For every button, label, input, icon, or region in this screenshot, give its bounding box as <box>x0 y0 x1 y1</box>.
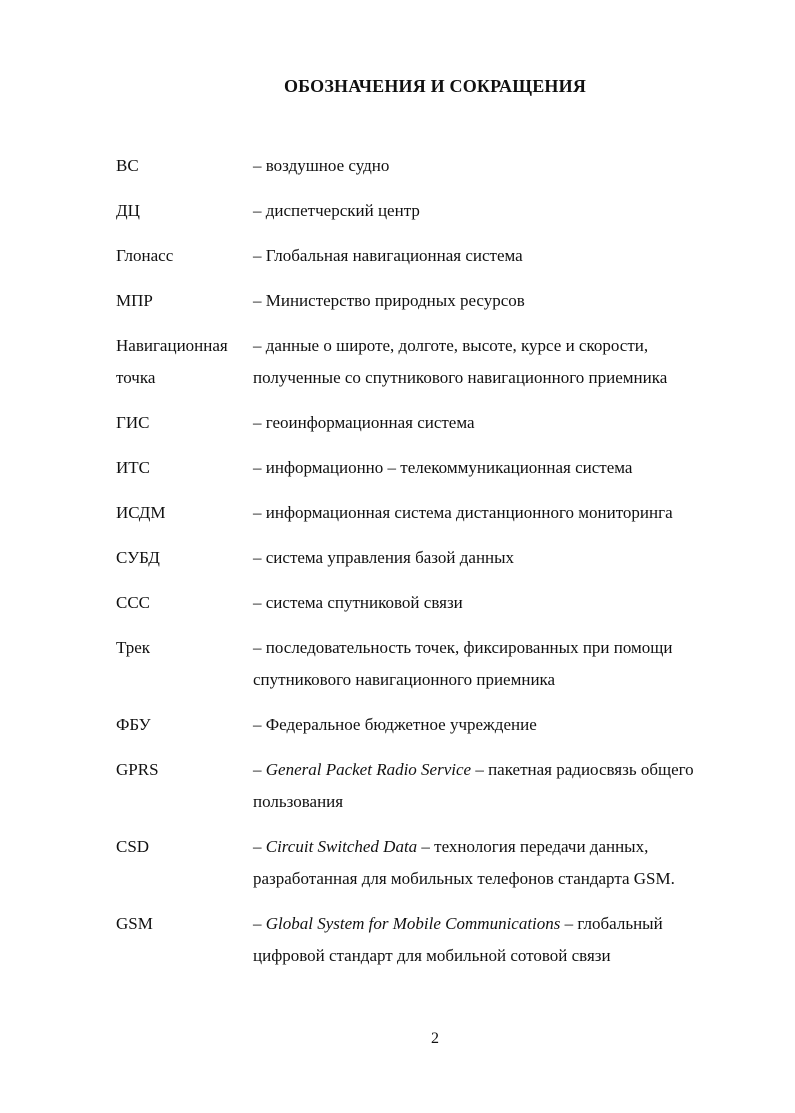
definition-line <box>253 908 756 940</box>
abbreviation-definition: – диспетчерский центр <box>253 201 420 220</box>
definition-text: – пакетная радиосвязь общего <box>471 760 694 779</box>
dash: – <box>253 760 266 779</box>
term-line: точка <box>116 368 156 387</box>
abbreviation-term: СУБД <box>116 548 160 567</box>
dash: – <box>253 914 266 933</box>
definition-line: цифровой стандарт для мобильной сотовой связи <box>253 946 611 965</box>
abbreviation-definition: – система управления базой данных <box>253 548 515 567</box>
abbreviation-definition: – воздушное судно <box>253 156 390 175</box>
abbreviation-term: ВС <box>116 156 139 175</box>
page-number: 2 <box>431 1030 439 1047</box>
abbreviation-term: ГИС <box>116 413 150 432</box>
abbreviation-term: ФБУ <box>116 715 151 734</box>
english-term: Global System for Mobile Communications <box>265 914 561 933</box>
list-item <box>116 709 756 741</box>
abbreviation-definition: – Министерство природных ресурсов <box>253 291 525 310</box>
definition-line <box>253 754 756 786</box>
abbreviation-term: Трек <box>116 638 151 657</box>
abbreviation-term: ДЦ <box>116 201 140 220</box>
abbreviation-term <box>116 330 253 394</box>
abbreviation-term: МПР <box>116 291 153 310</box>
abbreviation-term: Глонасс <box>116 246 174 265</box>
abbreviation-definition: – Глобальная навигационная система <box>253 246 523 265</box>
definition-text: – глобальный <box>560 914 663 933</box>
abbreviation-definition <box>253 754 756 818</box>
abbreviation-term: GSM <box>116 914 153 933</box>
abbreviation-term: ИСДМ <box>116 503 166 522</box>
abbreviation-term: GPRS <box>116 760 159 779</box>
abbreviation-definition: – Федеральное бюджетное учреждение <box>253 715 537 734</box>
page-title: ОБОЗНАЧЕНИЯ И СОКРАЩЕНИЯ <box>283 76 587 96</box>
abbreviations-list <box>116 150 756 985</box>
abbreviation-term: ССС <box>116 593 151 612</box>
list-item <box>116 285 756 317</box>
abbreviation-definition <box>253 831 756 895</box>
list-item <box>116 587 756 619</box>
dash: – <box>253 837 266 856</box>
list-item <box>116 831 756 895</box>
english-term: Circuit Switched Data <box>265 837 418 856</box>
list-item <box>116 330 756 394</box>
abbreviation-definition: – информационно – телекоммуникационная система <box>253 458 633 477</box>
list-item <box>116 908 756 972</box>
list-item <box>116 497 756 529</box>
list-item <box>116 195 756 227</box>
list-item <box>116 754 756 818</box>
definition-line: – последовательность точек, фиксированных при помощи <box>253 638 673 657</box>
definition-text: – технология передачи данных, <box>417 837 649 856</box>
list-item <box>116 240 756 272</box>
abbreviation-definition <box>253 908 756 972</box>
list-item <box>116 407 756 439</box>
abbreviation-term: ИТС <box>116 458 150 477</box>
definition-line: полученные со спутникового навигационного приемника <box>253 368 668 387</box>
term-line: Навигационная <box>116 336 228 355</box>
abbreviation-term: CSD <box>116 837 150 856</box>
abbreviation-definition: – информационная система дистанционного мониторинга <box>253 503 673 522</box>
definition-line: разработанная для мобильных телефонов стандарта GSM. <box>253 869 675 888</box>
definition-line: спутникового навигационного приемника <box>253 670 556 689</box>
definition-line: пользования <box>253 792 344 811</box>
abbreviation-definition <box>253 330 756 394</box>
abbreviation-definition <box>253 632 756 696</box>
abbreviation-definition: – система спутниковой связи <box>253 593 463 612</box>
list-item <box>116 632 756 696</box>
english-term: General Packet Radio Service <box>265 760 472 779</box>
definition-line: – данные о широте, долготе, высоте, курсе и скорости, <box>253 336 649 355</box>
list-item <box>116 452 756 484</box>
list-item <box>116 542 756 574</box>
definition-line <box>253 831 756 863</box>
list-item <box>116 150 756 182</box>
abbreviation-definition: – геоинформационная система <box>253 413 475 432</box>
